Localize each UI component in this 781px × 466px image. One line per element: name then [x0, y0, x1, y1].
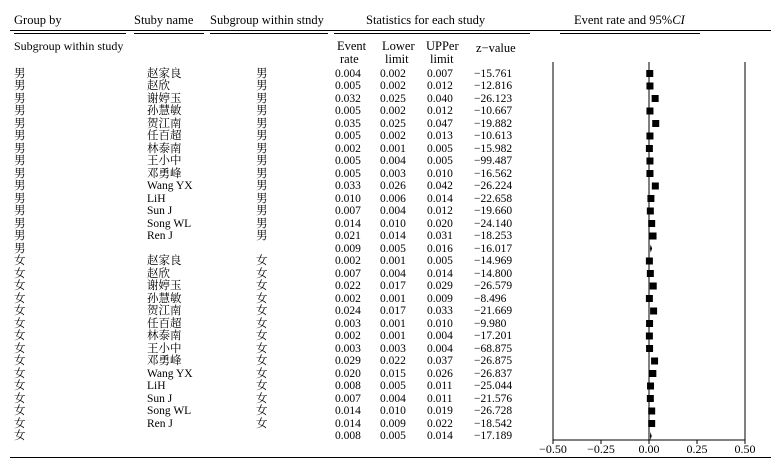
event-rate-cell: 0.033 — [335, 180, 361, 192]
study-name-cell: 赵家良 — [147, 255, 182, 267]
event-rate-cell: 0.014 — [335, 217, 361, 230]
upper-limit-cell: 0.019 — [427, 405, 453, 417]
subgroup-cell: 男 — [256, 80, 268, 92]
subgroup-cell: 男 — [256, 117, 268, 130]
study-point — [648, 220, 655, 227]
study-name-cell: Wang YX — [147, 180, 193, 192]
group-cell: 男 — [14, 130, 26, 142]
upper-limit-cell: 0.012 — [427, 205, 453, 217]
z-value-cell: −22.658 — [474, 192, 513, 205]
study-name-cell: Song WL — [147, 405, 192, 417]
group-cell: 女 — [14, 330, 26, 342]
group-cell: 女 — [14, 305, 26, 317]
z-value-cell: −26.224 — [474, 180, 513, 192]
study-point — [647, 208, 654, 215]
lower-limit-cell: 0.002 — [380, 130, 406, 142]
group-cell: 女 — [14, 317, 26, 330]
z-value-cell: −18.253 — [474, 230, 513, 242]
study-name-cell: 赵欣 — [147, 80, 170, 92]
lower-limit-cell: 0.022 — [380, 355, 406, 367]
upper-limit-cell: 0.013 — [427, 130, 453, 142]
group-cell: 女 — [14, 267, 26, 280]
study-point — [647, 395, 654, 402]
upper-limit-cell: 0.014 — [427, 192, 453, 205]
lower-limit-cell: 0.025 — [380, 92, 406, 105]
subgroup-cell: 女 — [256, 367, 268, 380]
bottom-rule — [10, 457, 771, 458]
lower-limit-cell: 0.004 — [380, 392, 406, 405]
group-cell: 女 — [14, 380, 26, 392]
subgroup-cell: 男 — [256, 67, 268, 80]
subgroup-cell: 女 — [256, 305, 268, 317]
study-point — [652, 120, 659, 127]
lower-limit-cell: 0.004 — [380, 205, 406, 217]
upper-limit-cell: 0.005 — [427, 255, 453, 267]
subgroup-cell: 男 — [256, 217, 268, 230]
col-lower-l1: Lower — [382, 39, 415, 53]
group-cell: 男 — [14, 167, 26, 180]
group-cell: 女 — [14, 405, 26, 417]
study-name-cell: LiH — [147, 380, 166, 392]
upper-limit-cell: 0.047 — [427, 117, 453, 130]
lower-limit-cell: 0.025 — [380, 117, 406, 130]
subgroup-cell: 男 — [256, 142, 268, 155]
col-event-rate-l2: rate — [340, 52, 359, 66]
lower-limit-cell: 0.005 — [380, 380, 406, 392]
subgroup-cell: 男 — [256, 230, 268, 242]
event-rate-cell: 0.007 — [335, 205, 361, 217]
z-value-cell: −17.201 — [474, 330, 513, 342]
z-value-cell: −19.882 — [474, 117, 513, 130]
lower-limit-cell: 0.001 — [380, 255, 406, 267]
subgroup-cell: 男 — [256, 167, 268, 180]
event-rate-cell: 0.005 — [335, 167, 361, 180]
z-value-cell: −16.562 — [474, 167, 513, 180]
z-value-cell: −26.579 — [474, 280, 513, 292]
study-point — [651, 358, 658, 365]
z-value-cell: −15.761 — [474, 67, 513, 80]
z-value-cell: −12.816 — [474, 80, 513, 92]
group-cell: 男 — [14, 192, 26, 205]
pooled-diamond — [650, 432, 652, 440]
group-cell: 男 — [14, 180, 26, 192]
lower-limit-cell: 0.001 — [380, 142, 406, 155]
study-point — [652, 95, 659, 102]
z-value-cell: −14.800 — [474, 267, 513, 280]
z-value-cell: −21.576 — [474, 392, 513, 405]
event-rate-cell: 0.005 — [335, 155, 361, 167]
subgroup-cell: 男 — [256, 130, 268, 142]
study-name-cell: Wang YX — [147, 367, 193, 380]
lower-limit-cell: 0.004 — [380, 155, 406, 167]
study-name-cell: 王小中 — [147, 155, 182, 167]
study-point — [649, 370, 656, 377]
z-value-cell: −25.044 — [474, 380, 513, 392]
study-point — [646, 258, 653, 265]
col-event-rate-l1: Event — [337, 39, 367, 53]
col-upper-l2: limit — [430, 52, 454, 66]
study-name-cell: 王小中 — [147, 342, 182, 355]
subgroup-cell: 女 — [256, 292, 268, 305]
group-cell: 女 — [14, 280, 26, 292]
upper-limit-cell: 0.026 — [427, 367, 453, 380]
z-value-cell: −26.123 — [474, 92, 513, 105]
upper-limit-cell: 0.037 — [427, 355, 453, 367]
event-rate-cell: 0.008 — [335, 430, 361, 442]
upper-limit-cell: 0.005 — [427, 155, 453, 167]
subgroup-row-label: Subgroup within study — [14, 39, 124, 53]
event-rate-cell: 0.005 — [335, 105, 361, 117]
pooled-diamond — [650, 245, 652, 253]
lower-limit-cell: 0.004 — [380, 267, 406, 280]
upper-limit-cell: 0.040 — [427, 92, 453, 105]
subgroup-cell: 男 — [256, 92, 268, 105]
event-rate-cell: 0.032 — [335, 92, 361, 105]
header-statistics-title: Statistics for each study — [366, 13, 486, 27]
study-point — [647, 383, 654, 390]
event-rate-cell: 0.007 — [335, 267, 361, 280]
group-cell: 女 — [14, 392, 26, 405]
group-cell: 男 — [14, 205, 26, 217]
study-name-cell: 任百超 — [147, 317, 182, 330]
event-rate-cell: 0.014 — [335, 417, 361, 430]
event-rate-cell: 0.022 — [335, 280, 361, 292]
event-rate-cell: 0.021 — [335, 230, 361, 242]
z-value-cell: −26.837 — [474, 367, 513, 380]
study-point — [646, 70, 653, 77]
study-name-cell: Ren J — [147, 230, 173, 242]
group-cell: 男 — [14, 217, 26, 230]
group-cell: 男 — [14, 142, 26, 155]
subgroup-cell: 女 — [256, 280, 268, 292]
study-name-cell: 孙慧敏 — [147, 292, 182, 305]
lower-limit-cell: 0.009 — [380, 417, 406, 430]
upper-limit-cell: 0.009 — [427, 292, 453, 305]
event-rate-cell: 0.009 — [335, 242, 361, 255]
subgroup-cell: 男 — [256, 155, 268, 167]
subgroup-cell: 女 — [256, 255, 268, 267]
event-rate-cell: 0.035 — [335, 117, 361, 130]
upper-limit-cell: 0.005 — [427, 142, 453, 155]
study-name-cell: 林泰南 — [147, 142, 182, 155]
group-cell: 男 — [14, 155, 26, 167]
study-point — [648, 420, 655, 427]
study-name-cell: 孙慧敏 — [147, 105, 182, 117]
study-point — [650, 233, 657, 240]
study-name-cell: 任百超 — [147, 130, 182, 142]
header-group-by: Group by — [14, 13, 62, 27]
lower-limit-cell: 0.017 — [380, 280, 406, 292]
subgroup-cell: 男 — [256, 192, 268, 205]
upper-limit-cell: 0.010 — [427, 167, 453, 180]
event-rate-cell: 0.003 — [335, 317, 361, 330]
lower-limit-cell: 0.017 — [380, 305, 406, 317]
z-value-cell: −9.980 — [474, 317, 507, 330]
study-point — [647, 270, 654, 277]
group-cell: 男 — [14, 230, 26, 242]
lower-limit-cell: 0.003 — [380, 342, 406, 355]
upper-limit-cell: 0.020 — [427, 217, 453, 230]
study-name-cell: 贺江南 — [147, 305, 182, 317]
lower-limit-cell: 0.010 — [380, 405, 406, 417]
lower-limit-cell: 0.002 — [380, 80, 406, 92]
event-rate-cell: 0.029 — [335, 355, 361, 367]
group-cell: 女 — [14, 292, 26, 305]
group-cell: 女 — [14, 342, 26, 355]
subgroup-cell: 女 — [256, 392, 268, 405]
upper-limit-cell: 0.031 — [427, 230, 453, 242]
group-cell: 女 — [14, 367, 26, 380]
upper-limit-cell: 0.042 — [427, 180, 453, 192]
upper-limit-cell: 0.016 — [427, 242, 453, 255]
lower-limit-cell: 0.002 — [380, 105, 406, 117]
study-name-cell: 林泰南 — [147, 330, 182, 342]
study-name-cell: 赵欣 — [147, 267, 170, 280]
subgroup-cell: 男 — [256, 205, 268, 217]
event-rate-cell: 0.004 — [335, 67, 361, 80]
group-cell: 女 — [14, 255, 26, 267]
z-value-cell: −10.667 — [474, 105, 513, 117]
subgroup-cell: 男 — [256, 180, 268, 192]
event-rate-cell: 0.002 — [335, 142, 361, 155]
z-value-cell: −24.140 — [474, 217, 513, 230]
subgroup-cell: 女 — [256, 380, 268, 392]
upper-limit-cell: 0.012 — [427, 80, 453, 92]
col-lower-l2: limit — [385, 52, 409, 66]
upper-limit-cell: 0.022 — [427, 417, 453, 430]
lower-limit-cell: 0.002 — [380, 67, 406, 80]
event-rate-cell: 0.008 — [335, 380, 361, 392]
event-rate-cell: 0.002 — [335, 255, 361, 267]
upper-limit-cell: 0.010 — [427, 317, 453, 330]
upper-limit-cell: 0.033 — [427, 305, 453, 317]
event-rate-cell: 0.007 — [335, 392, 361, 405]
x-tick-label: −0.50 — [539, 442, 567, 456]
study-point — [650, 283, 657, 290]
upper-limit-cell: 0.011 — [427, 380, 453, 392]
header-event-rate-ci-suffix: CI — [672, 13, 685, 27]
z-value-cell: −19.660 — [474, 205, 513, 217]
study-point — [652, 183, 659, 190]
study-point — [650, 308, 657, 315]
event-rate-cell: 0.010 — [335, 192, 361, 205]
study-point — [646, 333, 653, 340]
study-point — [646, 320, 653, 327]
study-point — [646, 145, 653, 152]
upper-limit-cell: 0.011 — [427, 392, 453, 405]
study-point — [648, 408, 655, 415]
study-point — [646, 133, 653, 140]
event-rate-cell: 0.005 — [335, 80, 361, 92]
event-rate-cell: 0.003 — [335, 342, 361, 355]
subgroup-cell: 女 — [256, 405, 268, 417]
study-point — [646, 108, 653, 115]
z-value-cell: −8.496 — [474, 292, 507, 305]
study-name-cell: 贺江南 — [147, 117, 182, 130]
study-name-cell: 谢婷玉 — [147, 92, 182, 105]
group-cell: 男 — [14, 117, 26, 130]
header-subgroup-within-study: Subgroup within stndy — [210, 13, 324, 27]
study-name-cell: Sun J — [147, 205, 173, 217]
study-point — [647, 195, 654, 202]
z-value-cell: −26.728 — [474, 405, 513, 417]
study-point — [646, 170, 653, 177]
subgroup-cell: 女 — [256, 267, 268, 280]
study-name-cell: 赵家良 — [147, 67, 182, 80]
study-name-cell: Sun J — [147, 392, 173, 405]
subgroup-cell: 男 — [256, 105, 268, 117]
group-cell: 女 — [14, 417, 26, 430]
event-rate-cell: 0.014 — [335, 405, 361, 417]
header-study-name: Stuby name — [134, 13, 194, 27]
z-value-cell: −14.969 — [474, 255, 513, 267]
subgroup-cell: 女 — [256, 342, 268, 355]
study-name-cell: 谢婷玉 — [147, 280, 182, 292]
z-value-cell: −10.613 — [474, 130, 513, 142]
x-tick-label: 0.50 — [734, 442, 756, 456]
study-name-cell: Ren J — [147, 417, 173, 430]
lower-limit-cell: 0.015 — [380, 367, 406, 380]
upper-limit-cell: 0.004 — [427, 330, 453, 342]
lower-limit-cell: 0.006 — [380, 192, 406, 205]
upper-limit-cell: 0.004 — [427, 342, 453, 355]
lower-limit-cell: 0.001 — [380, 330, 406, 342]
group-cell: 男 — [14, 242, 26, 255]
lower-limit-cell: 0.001 — [380, 292, 406, 305]
lower-limit-cell: 0.014 — [380, 230, 406, 242]
z-value-cell: −21.669 — [474, 305, 513, 317]
study-point — [646, 345, 653, 352]
lower-limit-cell: 0.003 — [380, 167, 406, 180]
z-value-cell: −26.875 — [474, 355, 513, 367]
group-cell: 女 — [14, 355, 26, 367]
group-cell: 男 — [14, 67, 26, 80]
lower-limit-cell: 0.005 — [380, 242, 406, 255]
header-event-rate-ci-prefix: Event rate and 95% — [574, 13, 673, 27]
study-name-cell: LiH — [147, 192, 166, 205]
event-rate-cell: 0.024 — [335, 305, 361, 317]
lower-limit-cell: 0.010 — [380, 217, 406, 230]
z-value-cell: −68.875 — [474, 342, 513, 355]
x-tick-label: 0.00 — [638, 442, 660, 456]
upper-limit-cell: 0.029 — [427, 280, 453, 292]
subgroup-cell: 女 — [256, 355, 268, 367]
z-value-cell: −16.017 — [474, 242, 513, 255]
event-rate-cell: 0.005 — [335, 130, 361, 142]
group-cell: 男 — [14, 105, 26, 117]
event-rate-cell: 0.020 — [335, 367, 361, 380]
event-rate-cell: 0.002 — [335, 292, 361, 305]
col-z-value: z−value — [476, 41, 516, 55]
col-upper-l1: UPPer — [426, 39, 459, 53]
subgroup-cell: 女 — [256, 330, 268, 342]
x-tick-label: −0.25 — [587, 442, 615, 456]
subgroup-cell: 女 — [256, 417, 268, 430]
study-point — [646, 295, 653, 302]
group-cell: 男 — [14, 92, 26, 105]
lower-limit-cell: 0.026 — [380, 180, 406, 192]
study-point — [646, 158, 653, 165]
group-cell: 女 — [14, 430, 26, 442]
z-value-cell: −99.487 — [474, 155, 513, 167]
event-rate-cell: 0.002 — [335, 330, 361, 342]
z-value-cell: −18.542 — [474, 417, 513, 430]
upper-limit-cell: 0.014 — [427, 430, 453, 442]
study-name-cell: 邓勇峰 — [147, 167, 182, 180]
study-name-cell: Song WL — [147, 217, 192, 230]
upper-limit-cell: 0.012 — [427, 105, 453, 117]
upper-limit-cell: 0.014 — [427, 267, 453, 280]
z-value-cell: −15.982 — [474, 142, 513, 155]
group-cell: 男 — [14, 80, 26, 92]
x-tick-label: 0.25 — [686, 442, 708, 456]
upper-limit-cell: 0.007 — [427, 67, 453, 80]
subgroup-cell: 女 — [256, 317, 268, 330]
lower-limit-cell: 0.005 — [380, 430, 406, 442]
study-name-cell: 邓勇峰 — [147, 355, 182, 367]
lower-limit-cell: 0.001 — [380, 317, 406, 330]
study-point — [646, 83, 653, 90]
z-value-cell: −17.189 — [474, 430, 513, 442]
